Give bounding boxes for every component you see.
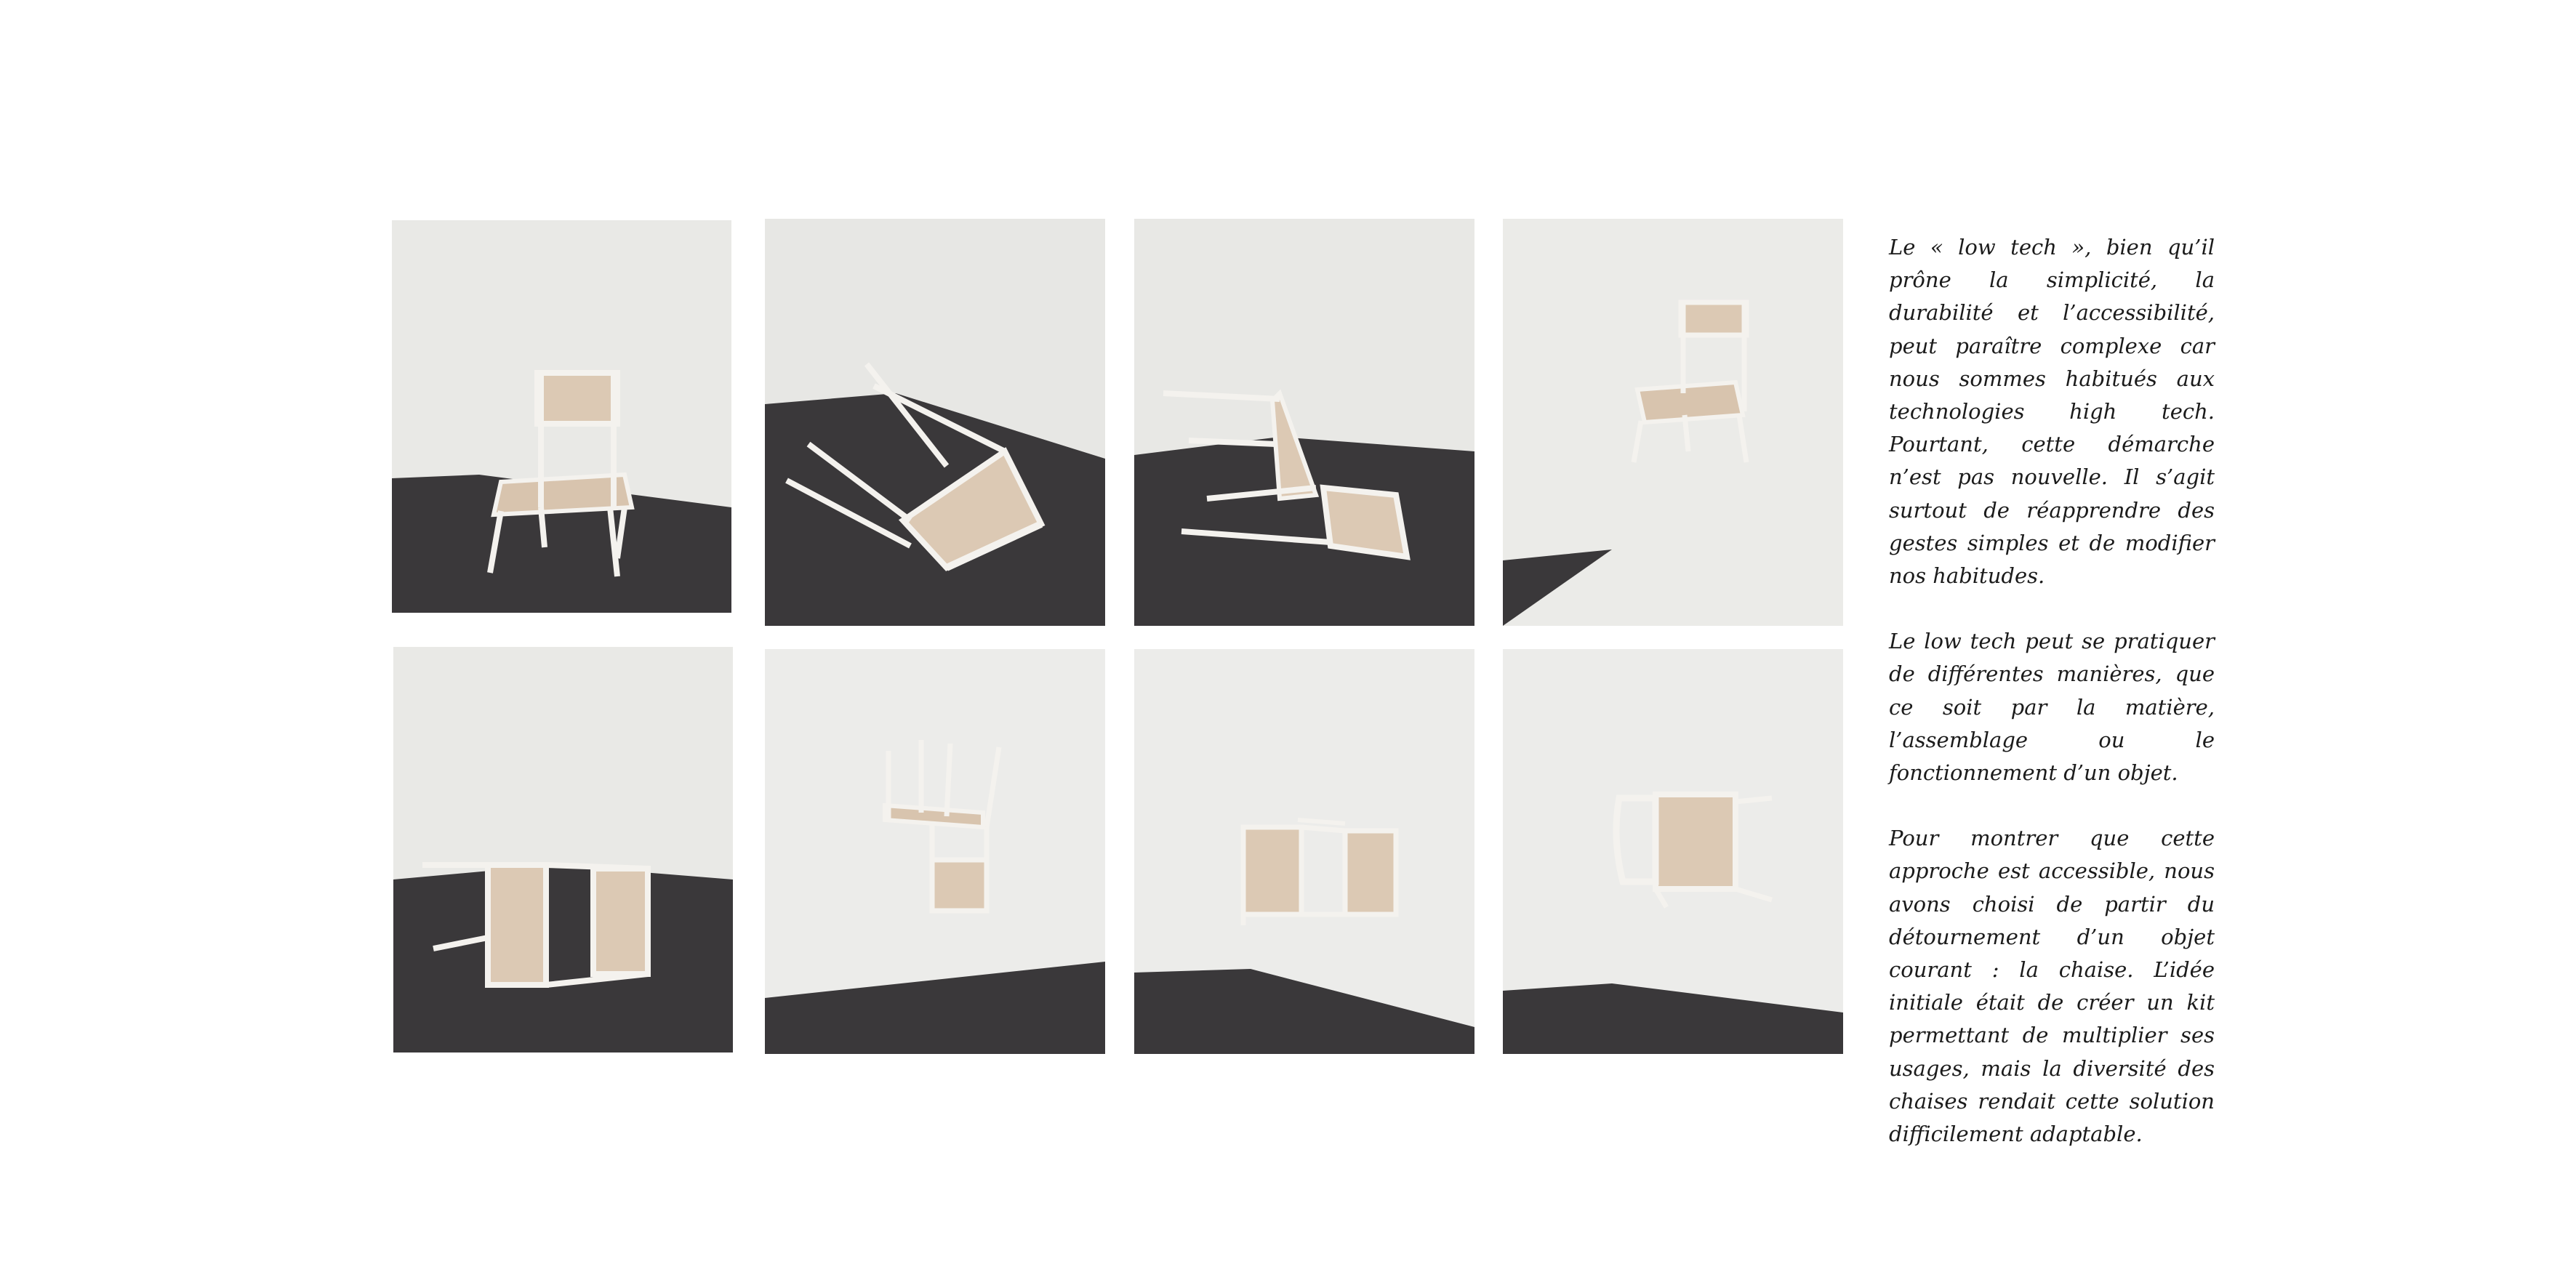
paragraph-chair: Pour montrer que cette approche est accessible, nous avons choisi de partir du détournement d’un objet courant : la chaise. L’idée initiale était de créer un kit permettant de multiplier ses usages, mais la diversité des chaises rendait cette solution difficilement adaptable. [1889, 826, 2215, 1147]
photo-chair-tipped-forward [1134, 219, 1474, 626]
photo-chair-seat-facing-wall [1503, 649, 1843, 1054]
photo-chair-on-wall [1503, 219, 1843, 626]
photo-chair-tilted-back [765, 219, 1105, 626]
description-text [1889, 231, 2215, 1183]
photo-chair-lying-side [393, 647, 733, 1052]
paragraph-intro: Le « low tech », bien qu’il prône la simplicité, la durabilité et l’accessibilité, peut paraître complexe car nous sommes habitués aux technologies high tech. Pourtant, cette démarche n’est pas nouvelle. Il s’agit surtout de réapprendre des gestes simples et de modifier nos habitudes. [1889, 235, 2215, 589]
paragraph-methods: Le low tech peut se pratiquer de différentes manières, que ce soit par la matière, l’assemblage ou le fonctionnement d’un objet. [1889, 629, 2215, 786]
photo-chair-upside-down-wall [765, 649, 1105, 1054]
photo-chair-upright [392, 220, 731, 613]
photo-chair-sideways-wall [1134, 649, 1474, 1054]
